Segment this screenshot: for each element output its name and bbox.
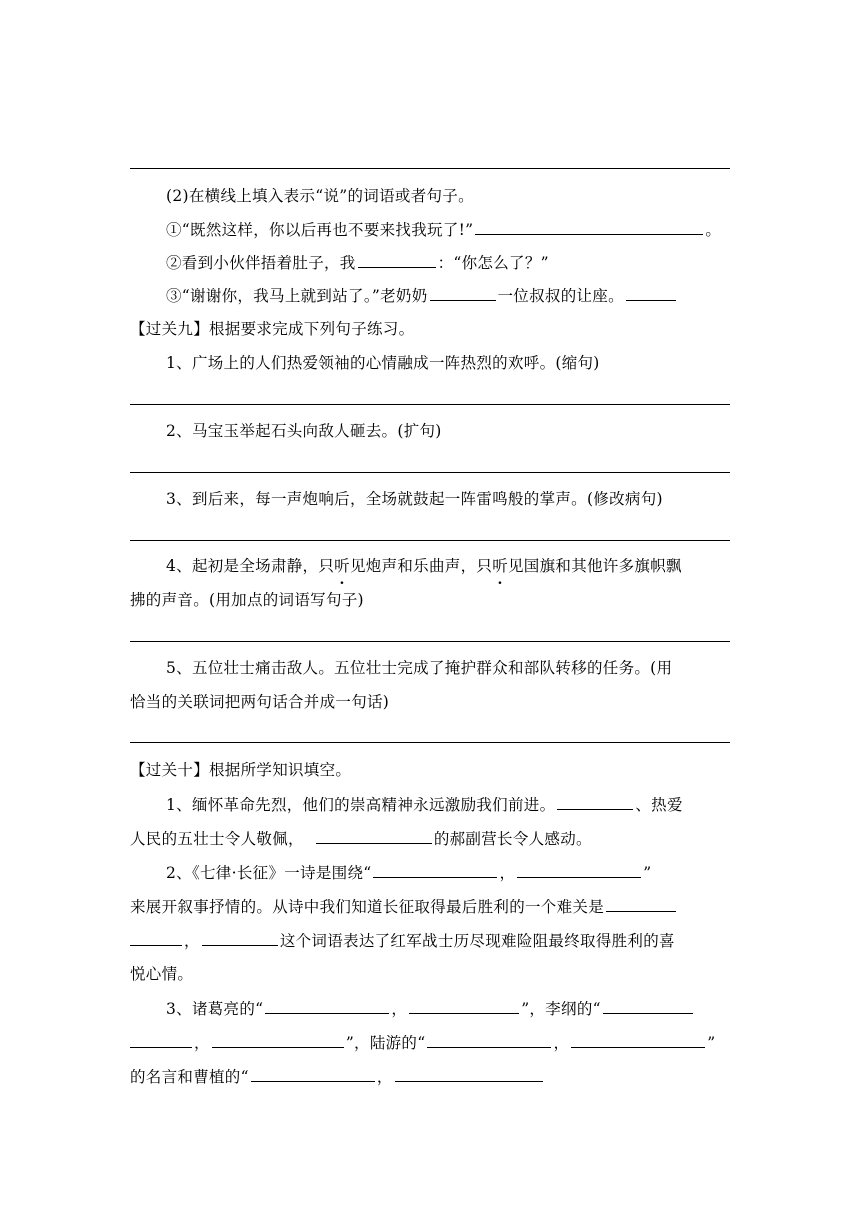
level9-q5-line1: 5、五位壮士痛击敌人。五位壮士完成了掩护群众和部队转移的任务。(用 xyxy=(166,659,673,677)
level10-q1-text-b: 、热爱 xyxy=(635,796,683,814)
s2-q3-blank-2[interactable] xyxy=(626,285,676,301)
level9-q3: 3、到后来，每一声炮响后，全场就鼓起一阵雷鸣般的掌声。(修改病句) xyxy=(166,490,663,508)
level9-title: 【过关九】根据要求完成下列句子练习。 xyxy=(130,320,415,338)
level10-q2-text-f: 这个词语表达了红军战士历尽现难险阻最终取得胜利的喜 xyxy=(279,932,675,950)
top-rule xyxy=(130,168,730,169)
level10-q3-blank-4[interactable] xyxy=(212,1032,344,1048)
level10-q2-line1 xyxy=(166,862,652,883)
level10-q2-blank-3a[interactable] xyxy=(606,896,676,912)
level10-q1-blank-1[interactable] xyxy=(557,794,633,810)
level10-q1-text-d: 的郝副营长令人感动。 xyxy=(433,830,592,848)
level9-q5-line2: 恰当的关联词把两句话合并成一句话) xyxy=(130,693,390,711)
level10-q3-blank-8[interactable] xyxy=(395,1066,543,1082)
level10-q3-blank-1[interactable] xyxy=(265,998,389,1014)
level10-q3-blank-3b[interactable] xyxy=(130,1032,192,1048)
level9-q1: 1、广场上的人们热爱领袖的心情融成一阵热烈的欢呼。(缩句) xyxy=(166,354,600,372)
s2-q1 xyxy=(166,219,721,240)
level10-q1-line2 xyxy=(130,828,592,849)
s2-q3-text-b: 一位叔叔的让座。 xyxy=(497,287,624,305)
level10-q3-blank-3a[interactable] xyxy=(603,998,693,1014)
s2-q2-text-b: ：“你怎么了？” xyxy=(437,254,549,272)
level10-q2-text-c: ” xyxy=(643,864,652,882)
level10-q3-text-g: ” xyxy=(707,1034,716,1052)
level10-q1-blank-2[interactable] xyxy=(316,828,432,844)
s2-q3-text-a: ③“谢谢你，我马上就到站了。”老奶奶 xyxy=(166,287,428,305)
s2-q3 xyxy=(166,285,678,306)
level10-q2-text-b: ， xyxy=(499,864,516,882)
s2-q2-text-a: ②看到小伙伴捂着肚子，我 xyxy=(166,254,356,272)
level10-q3-text-b: ， xyxy=(391,1000,408,1018)
level9-q2: 2、马宝玉举起石头向敌人砸去。(扩句) xyxy=(166,422,442,440)
level9-q4-text-c: 国旗和其他许多旗帜飘 xyxy=(523,557,682,575)
level10-q2-line3 xyxy=(130,930,675,951)
level10-title: 【过关十】根据所学知识填空。 xyxy=(130,761,352,779)
level10-q3-text-a: 3、诸葛亮的“ xyxy=(166,1000,264,1018)
level10-q2-line2 xyxy=(130,896,678,917)
level10-q3-text-c: ”，李纲的“ xyxy=(521,1000,601,1018)
level10-q3-line3 xyxy=(130,1066,545,1087)
s2-q1-text: ①“既然这样，你以后再也不要来找我玩了!” xyxy=(166,221,474,239)
level10-q2-text-d: 来展开叙事抒情的。从诗中我们知道长征取得最后胜利的一个难关是 xyxy=(130,898,605,916)
s2-q1-blank[interactable] xyxy=(475,219,703,235)
level9-q4-text-b: 炮声和乐曲声， xyxy=(365,557,477,575)
level10-q3-text-i: ， xyxy=(376,1068,393,1086)
s2-q2 xyxy=(166,252,549,273)
s2-q1-end: 。 xyxy=(705,221,722,239)
s2-q3-blank-1[interactable] xyxy=(430,285,496,301)
level10-q1-text-a: 1、缅怀革命先烈，他们的崇高精神永远激励我们前进。 xyxy=(166,796,556,814)
level9-q4-answer-line[interactable] xyxy=(130,641,730,642)
level10-q2-line4: 悦心情。 xyxy=(130,965,194,983)
level9-q5-answer-line[interactable] xyxy=(130,742,730,743)
level9-q1-answer-line[interactable] xyxy=(130,404,730,405)
level10-q3-blank-5[interactable] xyxy=(427,1032,551,1048)
level10-q2-blank-4[interactable] xyxy=(202,930,278,946)
level10-q3-blank-2[interactable] xyxy=(409,998,519,1014)
level10-q3-blank-7[interactable] xyxy=(251,1066,375,1082)
level9-q4-line2: 拂的声音。(用加点的词语写句子) xyxy=(130,591,364,609)
level10-q3-blank-6[interactable] xyxy=(571,1032,705,1048)
level10-q3-text-d: ， xyxy=(194,1034,210,1052)
level9-q4-emphasis-1: 只听见 xyxy=(318,557,366,575)
level9-q4-emphasis-2: 只听见 xyxy=(476,557,524,575)
level9-q4-line1 xyxy=(166,556,682,576)
level10-q2-text-a: 2、《七律·长征》一诗是围绕“ xyxy=(166,864,372,882)
level10-q3-line1 xyxy=(166,998,695,1019)
level10-q3-text-h: 的名言和曹植的“ xyxy=(130,1068,249,1086)
s2-instruction: (2)在横线上填入表示“说”的词语或者句子。 xyxy=(166,187,474,205)
level10-q3-line2 xyxy=(130,1032,716,1053)
level10-q2-text-e: ， xyxy=(184,932,200,950)
level10-q3-text-e: ”，陆游的“ xyxy=(345,1034,426,1052)
level10-q1-text-c: 人民的五壮士令人敬佩， xyxy=(130,830,304,848)
level9-q3-answer-line[interactable] xyxy=(130,540,730,541)
level10-q2-blank-1[interactable] xyxy=(373,862,497,878)
level10-q2-blank-3b[interactable] xyxy=(130,930,182,946)
level10-q2-blank-2[interactable] xyxy=(517,862,641,878)
level10-q3-text-f: ， xyxy=(553,1034,570,1052)
level10-q1-line1 xyxy=(166,794,683,815)
s2-q2-blank[interactable] xyxy=(358,252,436,268)
level9-q4-text-a: 4、起初是全场肃静， xyxy=(166,557,319,575)
level9-q2-answer-line[interactable] xyxy=(130,472,730,473)
